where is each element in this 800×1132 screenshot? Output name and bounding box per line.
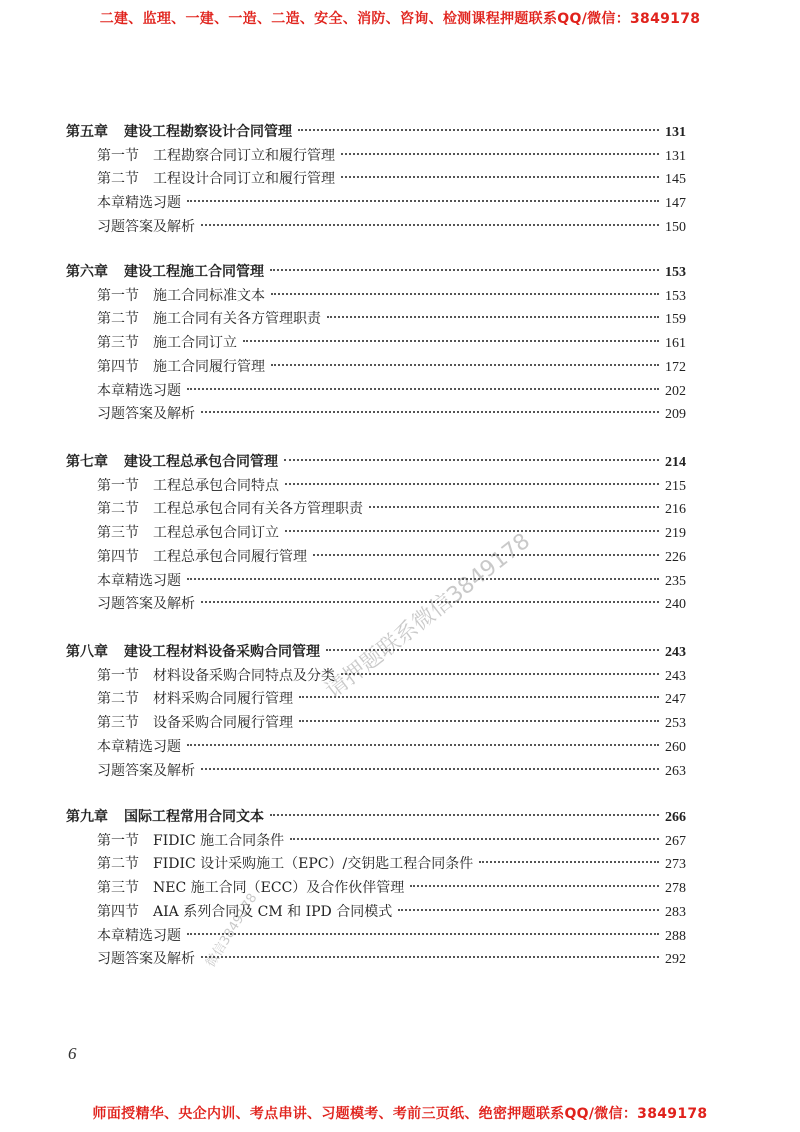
exercise-entry[interactable] xyxy=(97,947,686,971)
section-entry-title: 工程总承包合同履行管理 xyxy=(153,548,307,565)
watermark-secondary: 微信3849178 xyxy=(203,890,261,971)
section-entry-title: 工程设计合同订立和履行管理 xyxy=(153,171,335,188)
section-entry-number: 第四节 xyxy=(97,358,139,375)
dot-leader xyxy=(299,720,659,722)
section-entry[interactable] xyxy=(97,307,686,331)
dot-leader xyxy=(298,129,659,131)
chapter-heading-number: 第五章 xyxy=(66,124,108,140)
section-entry-page: 243 xyxy=(665,668,686,684)
bottom-banner: 师面授精华、央企内训、考点串讲、习题模考、考前三页纸、绝密押题联系QQ/微信：3849178 xyxy=(92,1106,708,1122)
section-entry-page: 267 xyxy=(665,833,686,849)
section-entry-number: 第三节 xyxy=(97,880,139,897)
section-entry-page: 278 xyxy=(665,881,686,897)
section-entry[interactable] xyxy=(97,474,686,498)
dot-leader xyxy=(187,933,659,935)
dot-leader xyxy=(271,293,659,295)
exercise-entry-page: 202 xyxy=(665,383,686,399)
section-entry-number: 第三节 xyxy=(97,715,139,732)
section-entry-title: 施工合同订立 xyxy=(153,335,237,352)
section-entry-title: 工程总承包合同特点 xyxy=(153,477,279,494)
section-entry-page: 253 xyxy=(665,716,686,732)
dot-leader xyxy=(243,340,659,342)
top-banner: 二建、监理、一建、一造、二造、安全、消防、咨询、检测课程押题联系QQ/微信：3849178 xyxy=(99,11,701,27)
section-entry[interactable] xyxy=(97,711,686,735)
dot-leader xyxy=(187,744,659,746)
chapter-heading-title: 建设工程施工合同管理 xyxy=(124,264,264,280)
exercise-entry-page: 288 xyxy=(665,928,686,944)
section-entry-page: 159 xyxy=(665,312,686,328)
chapter-heading-page: 131 xyxy=(665,125,686,140)
exercise-entry-page: 260 xyxy=(665,739,686,755)
section-entry-title: 施工合同有关各方管理职责 xyxy=(153,311,321,328)
exercise-entry[interactable] xyxy=(97,735,686,759)
chapter-heading-page: 266 xyxy=(665,810,686,825)
chapter-heading-page: 243 xyxy=(665,645,686,660)
exercise-entry-page: 292 xyxy=(665,952,686,968)
section-entry-number: 第一节 xyxy=(97,147,139,164)
exercise-entry[interactable] xyxy=(97,924,686,948)
dot-leader xyxy=(410,885,659,887)
dot-leader xyxy=(201,224,659,226)
chapter-heading-title: 建设工程材料设备采购合同管理 xyxy=(124,644,320,660)
section-entry-number: 第一节 xyxy=(97,832,139,849)
section-entry-title: 工程总承包合同订立 xyxy=(153,525,279,542)
dot-leader xyxy=(299,696,659,698)
section-entry-number: 第三节 xyxy=(97,335,139,352)
dot-leader xyxy=(285,530,659,532)
section-entry[interactable] xyxy=(97,852,686,876)
chapter-heading-page: 153 xyxy=(665,265,686,280)
section-entry-number: 第一节 xyxy=(97,667,139,684)
section-entry-number: 第二节 xyxy=(97,311,139,328)
dot-leader xyxy=(285,483,659,485)
section-entry-title: 材料采购合同履行管理 xyxy=(153,691,293,708)
exercise-entry-title: 习题答案及解析 xyxy=(97,762,195,779)
section-entry[interactable] xyxy=(97,829,686,853)
exercise-entry-title: 本章精选习题 xyxy=(97,382,181,399)
section-entry-page: 219 xyxy=(665,526,686,542)
section-entry-title: AIA 系列合同及 CM 和 IPD 合同模式 xyxy=(153,903,393,920)
section-entry[interactable] xyxy=(97,497,686,521)
section-entry-title: 设备采购合同履行管理 xyxy=(153,715,293,732)
exercise-entry-page: 150 xyxy=(665,219,686,235)
exercise-entry-title: 习题答案及解析 xyxy=(97,406,195,423)
section-entry-number: 第一节 xyxy=(97,477,139,494)
section-entry[interactable] xyxy=(97,664,686,688)
section-entry[interactable] xyxy=(97,545,686,569)
dot-leader xyxy=(270,814,659,816)
section-entry[interactable] xyxy=(97,355,686,379)
section-entry-page: 172 xyxy=(665,359,686,375)
section-entry-page: 131 xyxy=(665,148,686,164)
section-entry-page: 215 xyxy=(665,478,686,494)
section-entry-number: 第二节 xyxy=(97,171,139,188)
section-entry[interactable] xyxy=(97,284,686,308)
exercise-entry[interactable] xyxy=(97,759,686,783)
dot-leader xyxy=(284,459,659,461)
chapter-heading-title: 国际工程常用合同文本 xyxy=(124,809,264,825)
exercise-entry-title: 本章精选习题 xyxy=(97,927,181,944)
section-entry-title: 工程总承包合同有关各方管理职责 xyxy=(153,501,363,518)
chapter-heading-title: 建设工程勘察设计合同管理 xyxy=(124,124,292,140)
dot-leader xyxy=(201,956,659,958)
section-entry-title: 材料设备采购合同特点及分类 xyxy=(153,667,335,684)
section-entry-page: 153 xyxy=(665,288,686,304)
dot-leader xyxy=(187,200,659,202)
section-entry-page: 247 xyxy=(665,692,686,708)
page-number: 6 xyxy=(68,1044,77,1063)
exercise-entry[interactable] xyxy=(97,592,686,616)
section-entry-page: 226 xyxy=(665,549,686,565)
section-entry-number: 第三节 xyxy=(97,525,139,542)
section-entry-page: 216 xyxy=(665,502,686,518)
section-entry-page: 145 xyxy=(665,172,686,188)
exercise-entry-title: 本章精选习题 xyxy=(97,572,181,589)
section-entry[interactable] xyxy=(97,521,686,545)
section-entry-number: 第二节 xyxy=(97,501,139,518)
exercise-entry-title: 习题答案及解析 xyxy=(97,951,195,968)
exercise-entry-title: 习题答案及解析 xyxy=(97,596,195,613)
section-entry-title: FIDIC 设计采购施工（EPC）/交钥匙工程合同条件 xyxy=(153,856,474,873)
section-entry-number: 第二节 xyxy=(97,856,139,873)
chapter-heading[interactable] xyxy=(66,260,686,284)
exercise-entry[interactable] xyxy=(97,569,686,593)
dot-leader xyxy=(369,506,659,508)
exercise-entry[interactable] xyxy=(97,402,686,426)
dot-leader xyxy=(201,411,659,413)
section-entry-number: 第一节 xyxy=(97,287,139,304)
section-entry[interactable] xyxy=(97,144,686,168)
section-entry-page: 273 xyxy=(665,857,686,873)
chapter-heading-number: 第九章 xyxy=(66,809,108,825)
section-entry[interactable] xyxy=(97,167,686,191)
chapter-heading[interactable] xyxy=(66,450,686,474)
section-entry[interactable] xyxy=(97,331,686,355)
dot-leader xyxy=(290,838,659,840)
exercise-entry-page: 209 xyxy=(665,407,686,423)
dot-leader xyxy=(271,364,659,366)
chapter-heading[interactable] xyxy=(66,120,686,144)
exercise-entry[interactable] xyxy=(97,215,686,239)
chapter-heading-title: 建设工程总承包合同管理 xyxy=(124,454,278,470)
dot-leader xyxy=(270,269,659,271)
chapter-heading-number: 第六章 xyxy=(66,264,108,280)
dot-leader xyxy=(341,153,659,155)
exercise-entry-title: 本章精选习题 xyxy=(97,195,181,212)
chapter-heading-number: 第七章 xyxy=(66,454,108,470)
chapter-heading-number: 第八章 xyxy=(66,644,108,660)
exercise-entry[interactable] xyxy=(97,191,686,215)
section-entry[interactable] xyxy=(97,900,686,924)
watermark: 请押题联系微信3849178 xyxy=(321,528,536,704)
dot-leader xyxy=(187,388,659,390)
dot-leader xyxy=(327,316,659,318)
section-entry[interactable] xyxy=(97,876,686,900)
section-entry-title: 施工合同履行管理 xyxy=(153,358,265,375)
chapter-heading[interactable] xyxy=(66,805,686,829)
section-entry-number: 第二节 xyxy=(97,691,139,708)
dot-leader xyxy=(398,909,659,911)
exercise-entry-title: 本章精选习题 xyxy=(97,738,181,755)
section-entry-number: 第四节 xyxy=(97,548,139,565)
section-entry-number: 第四节 xyxy=(97,903,139,920)
exercise-entry-page: 263 xyxy=(665,763,686,779)
chapter-heading-page: 214 xyxy=(665,455,686,470)
exercise-entry[interactable] xyxy=(97,379,686,403)
dot-leader xyxy=(341,673,659,675)
section-entry-title: 施工合同标准文本 xyxy=(153,287,265,304)
section-entry[interactable] xyxy=(97,687,686,711)
dot-leader xyxy=(479,861,659,863)
exercise-entry-page: 235 xyxy=(665,573,686,589)
dot-leader xyxy=(201,768,659,770)
section-entry-title: FIDIC 施工合同条件 xyxy=(153,832,285,849)
exercise-entry-page: 147 xyxy=(665,196,686,212)
section-entry-title: 工程勘察合同订立和履行管理 xyxy=(153,147,335,164)
dot-leader xyxy=(187,578,659,580)
dot-leader xyxy=(341,176,659,178)
section-entry-page: 283 xyxy=(665,904,686,920)
exercise-entry-page: 240 xyxy=(665,597,686,613)
section-entry-page: 161 xyxy=(665,336,686,352)
section-entry-title: NEC 施工合同（ECC）及合作伙伴管理 xyxy=(153,880,405,897)
exercise-entry-title: 习题答案及解析 xyxy=(97,218,195,235)
